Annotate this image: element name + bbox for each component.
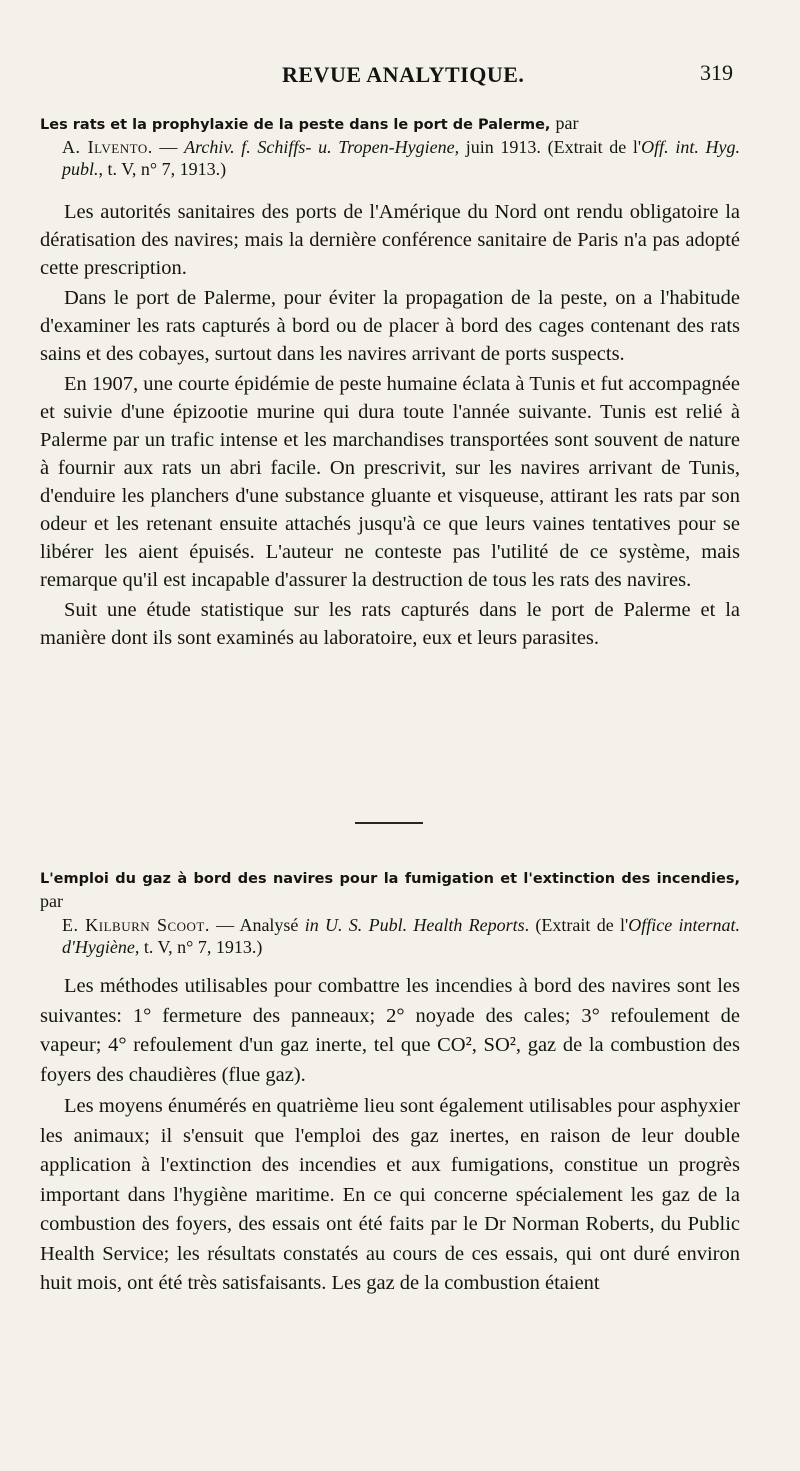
paragraph: Dans le port de Palerme, pour éviter la propagation de la peste, on a l'habitude d'examiner les rats capturés à bord ou de placer à bord des cages contenant des rats sains et des cobayes, surtout dans les navires arrivant de ports suspects. [40,287,740,365]
paragraph: Les autorités sanitaires des ports de l'Amérique du Nord ont rendu obligatoire la dératisation des navires; mais la dernière conférence sanitaire de Paris n'a pas adopté cette prescription. [40,201,740,279]
ref-analyse: — Analysé [209,915,305,935]
page-number: 319 [700,60,733,85]
ref-end: , t. V, n° 7, 1913.) [98,159,227,179]
ref-mid: . (Extrait de l' [524,915,629,935]
article-heading [40,112,740,136]
article-gaz-navires [40,868,740,1299]
ref-source: Office internat. d'Hygiène [62,915,740,957]
article-reference [62,914,740,958]
ref-date: juin 1913. (Extrait de l' [459,137,642,157]
paragraph: Les méthodes utilisables pour combattre les incendies à bord des navires sont les suivantes: 1° fermeture des panneaux; 2° noyade des cales; 3° refoulement de vapeur; 4° refoulement d'un gaz inerte, tel que CO², SO², gaz de la combustion des foyers des chaudières (flue gaz). [40,975,740,1086]
article-title: L'emploi du gaz à bord des navires pour la fumigation et l'extinction des incendies, [40,871,740,887]
journal-name: in U. S. Publ. Health Reports [304,915,525,935]
article-reference [62,136,740,180]
paragraph: Suit une étude statistique sur les rats capturés dans le port de Palerme et la manière dont ils sont examinés au laboratoire, eux et leurs parasites. [40,599,740,649]
article-title: Les rats et la prophylaxie de la peste dans le port de Palerme, [40,117,551,133]
running-head [0,58,800,94]
journal-name: Archiv. f. Schiffs- u. Tropen-Hygiene, [184,137,460,157]
running-title: REVUE ANALYTIQUE. [282,62,525,87]
by-word: par [555,113,579,133]
article-author: E. Kilburn Scoot. [62,915,210,935]
article-rats-palerme [40,112,740,652]
section-divider [355,822,423,824]
paragraph: En 1907, une courte épidémie de peste humaine éclata à Tunis et fut accompagnée et suivie d'une épizootie murine qui dura toute l'année suivante. Tunis est relié à Palerme par un trafic intense et les marchandises transportées sont souvent de nature à fournir aux rats un abri facile. On prescrivit, sur les navires arrivant de Tunis, d'enduire les planchers d'une substance gluante et visqueuse, attirant les rats par son odeur et les retenant ensuite attachés jusqu'à ce que leurs vaines tentatives pour se libérer les aient épuisés. L'auteur ne conteste pas l'utilité de ce système, mais remarque qu'il est incapable d'assurer la destruction de tous les rats des navires. [40,373,740,591]
article-heading [40,868,740,914]
article-author: A. Ilvento. [62,137,153,157]
ref-dash: — [152,137,185,157]
by-word: par [40,891,63,911]
ref-end: , t. V, n° 7, 1913.) [134,937,263,957]
paragraph: Les moyens énumérés en quatrième lieu sont également utilisables pour asphyxier les animaux; il s'ensuit que l'emploi des gaz inertes, en raison de leur double application à l'extinction des incendies et aux fumigations, constitue un progrès important dans l'hygiène maritime. En ce qui concerne spécialement les gaz de la combustion des foyers, des essais ont été faits par le Dr Norman Roberts, du Public Health Service; les résultats constatés au cours de ces essais, qui ont duré environ huit mois, ont été très satisfaisants. Les gaz de la combustion étaient [40,1095,740,1294]
ref-source: Off. int. Hyg. publ. [62,137,741,179]
